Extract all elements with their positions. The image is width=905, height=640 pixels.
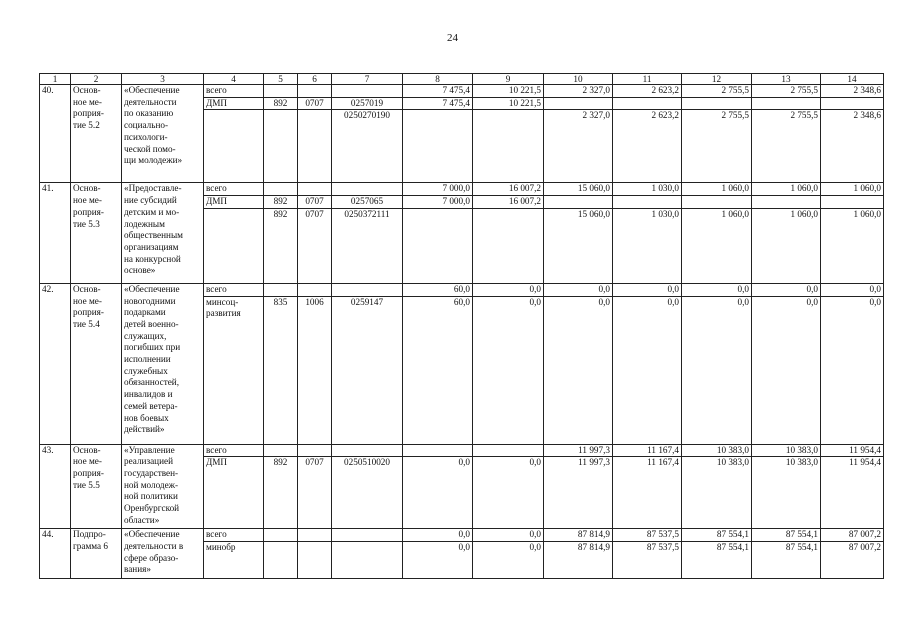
row-number: 41.	[40, 183, 71, 283]
cell-grbs	[264, 283, 298, 296]
cell-csr	[332, 444, 403, 457]
cell-c12: 1 060,0	[682, 183, 752, 196]
column-number: 12	[682, 74, 752, 85]
cell-csr: 0257065	[332, 196, 403, 209]
cell-c9: 16 007,2	[473, 196, 544, 209]
column-number: 14	[821, 74, 884, 85]
program-name: «Обеспечение новогодними подарками детей военно- служащих, погибших при исполнении служебных обязанностей, инвалидов и семей ветера- нов боевых действий»	[122, 283, 204, 444]
column-number-row	[40, 74, 884, 85]
cell-grbs	[264, 529, 298, 542]
cell-rz	[298, 183, 332, 196]
cell-c9: 0,0	[473, 457, 544, 529]
cell-grbs	[264, 183, 298, 196]
cell-who: минобр	[204, 541, 264, 578]
cell-who: всего	[204, 85, 264, 98]
cell-csr: 0257019	[332, 97, 403, 110]
cell-c12: 2 755,5	[682, 110, 752, 183]
cell-who: всего	[204, 444, 264, 457]
cell-c9	[473, 110, 544, 183]
cell-c12: 0,0	[682, 283, 752, 296]
cell-c10	[544, 196, 613, 209]
column-number: 2	[71, 74, 122, 85]
column-number: 7	[332, 74, 403, 85]
program-name: «Обеспечение деятельности по оказанию социально- психологи- ческой помо- щи молодежи»	[122, 85, 204, 183]
program-type: Подпро- грамма 6	[71, 529, 122, 579]
cell-c11: 87 537,5	[613, 529, 682, 542]
table-row	[40, 444, 884, 457]
cell-c13: 2 755,5	[752, 85, 821, 98]
cell-c9: 0,0	[473, 529, 544, 542]
budget-table	[39, 73, 884, 579]
cell-c11: 1 030,0	[613, 208, 682, 283]
column-number: 5	[264, 74, 298, 85]
cell-c8: 60,0	[403, 296, 473, 444]
cell-c13	[752, 97, 821, 110]
cell-c9: 10 221,5	[473, 85, 544, 98]
cell-c9	[473, 444, 544, 457]
cell-c10: 0,0	[544, 296, 613, 444]
cell-c14: 2 348,6	[821, 85, 884, 98]
cell-c9: 16 007,2	[473, 183, 544, 196]
cell-who: ДМП	[204, 457, 264, 529]
cell-rz	[298, 529, 332, 542]
cell-rz	[298, 283, 332, 296]
cell-rz	[298, 541, 332, 578]
column-number: 6	[298, 74, 332, 85]
column-number: 4	[204, 74, 264, 85]
cell-c13: 1 060,0	[752, 208, 821, 283]
cell-c8: 60,0	[403, 283, 473, 296]
cell-c14	[821, 97, 884, 110]
column-number: 1	[40, 74, 71, 85]
cell-c11: 87 537,5	[613, 541, 682, 578]
cell-c8: 7 475,4	[403, 85, 473, 98]
column-number: 10	[544, 74, 613, 85]
cell-c14	[821, 196, 884, 209]
cell-c10: 11 997,3	[544, 457, 613, 529]
row-number: 43.	[40, 444, 71, 529]
cell-c13: 10 383,0	[752, 457, 821, 529]
cell-c11: 1 030,0	[613, 183, 682, 196]
cell-rz: 0707	[298, 208, 332, 283]
cell-c11: 11 167,4	[613, 457, 682, 529]
cell-c13: 10 383,0	[752, 444, 821, 457]
cell-c10: 11 997,3	[544, 444, 613, 457]
cell-grbs	[264, 541, 298, 578]
page-number: 24	[447, 32, 458, 44]
cell-csr	[332, 529, 403, 542]
cell-c10: 0,0	[544, 283, 613, 296]
cell-c10: 15 060,0	[544, 208, 613, 283]
cell-c11: 11 167,4	[613, 444, 682, 457]
cell-grbs	[264, 110, 298, 183]
table-body	[40, 74, 884, 579]
cell-c8: 7 000,0	[403, 196, 473, 209]
cell-c12	[682, 97, 752, 110]
cell-c11: 0,0	[613, 283, 682, 296]
cell-who: всего	[204, 529, 264, 542]
cell-c14: 11 954,4	[821, 444, 884, 457]
cell-c10: 87 814,9	[544, 529, 613, 542]
program-name: «Предоставле- ние субсидий детским и мо- лодежным общественным организациям на конкурсной основе»	[122, 183, 204, 283]
cell-rz: 0707	[298, 97, 332, 110]
cell-who: всего	[204, 183, 264, 196]
cell-c9: 0,0	[473, 283, 544, 296]
cell-who	[204, 110, 264, 183]
table-row	[40, 529, 884, 542]
cell-c9: 0,0	[473, 296, 544, 444]
cell-c8	[403, 444, 473, 457]
cell-c8	[403, 110, 473, 183]
cell-csr	[332, 283, 403, 296]
cell-c13: 2 755,5	[752, 110, 821, 183]
cell-csr: 0259147	[332, 296, 403, 444]
cell-csr	[332, 85, 403, 98]
row-number: 44.	[40, 529, 71, 579]
cell-who: всего	[204, 283, 264, 296]
column-number: 13	[752, 74, 821, 85]
cell-c14: 1 060,0	[821, 183, 884, 196]
cell-c12	[682, 196, 752, 209]
cell-c11: 2 623,2	[613, 85, 682, 98]
cell-csr: 0250510020	[332, 457, 403, 529]
cell-csr: 0250372111	[332, 208, 403, 283]
program-type: Основ- ное ме- роприя- тие 5.4	[71, 283, 122, 444]
cell-csr	[332, 183, 403, 196]
cell-c13	[752, 196, 821, 209]
column-number: 9	[473, 74, 544, 85]
cell-c11	[613, 196, 682, 209]
cell-c12: 1 060,0	[682, 208, 752, 283]
cell-rz	[298, 110, 332, 183]
cell-c9: 10 221,5	[473, 97, 544, 110]
program-name: «Обеспечение деятельности в сфере образо- вания»	[122, 529, 204, 579]
cell-c10: 2 327,0	[544, 85, 613, 98]
cell-c12: 10 383,0	[682, 444, 752, 457]
column-number: 11	[613, 74, 682, 85]
program-type: Основ- ное ме- роприя- тие 5.5	[71, 444, 122, 529]
cell-c9	[473, 208, 544, 283]
cell-c11: 2 623,2	[613, 110, 682, 183]
table-row	[40, 85, 884, 98]
cell-grbs	[264, 85, 298, 98]
cell-rz: 1006	[298, 296, 332, 444]
cell-c13: 1 060,0	[752, 183, 821, 196]
cell-c9: 0,0	[473, 541, 544, 578]
cell-c14: 87 007,2	[821, 541, 884, 578]
cell-who	[204, 208, 264, 283]
row-number: 40.	[40, 85, 71, 183]
cell-grbs: 892	[264, 97, 298, 110]
row-number: 42.	[40, 283, 71, 444]
cell-grbs: 892	[264, 208, 298, 283]
cell-c14: 87 007,2	[821, 529, 884, 542]
cell-c10: 2 327,0	[544, 110, 613, 183]
cell-csr: 0250270190	[332, 110, 403, 183]
cell-c8: 7 000,0	[403, 183, 473, 196]
cell-who: ДМП	[204, 97, 264, 110]
cell-c12: 87 554,1	[682, 541, 752, 578]
cell-c14: 2 348,6	[821, 110, 884, 183]
cell-c8: 7 475,4	[403, 97, 473, 110]
cell-c10: 87 814,9	[544, 541, 613, 578]
cell-c8: 0,0	[403, 541, 473, 578]
cell-c10: 15 060,0	[544, 183, 613, 196]
cell-c11: 0,0	[613, 296, 682, 444]
cell-c11	[613, 97, 682, 110]
cell-rz: 0707	[298, 196, 332, 209]
cell-c8: 0,0	[403, 457, 473, 529]
cell-c14: 1 060,0	[821, 208, 884, 283]
cell-grbs: 892	[264, 196, 298, 209]
column-number: 8	[403, 74, 473, 85]
cell-rz	[298, 85, 332, 98]
cell-c13: 0,0	[752, 283, 821, 296]
cell-c13: 0,0	[752, 296, 821, 444]
cell-c13: 87 554,1	[752, 529, 821, 542]
table-row	[40, 183, 884, 196]
cell-who: ДМП	[204, 196, 264, 209]
program-type: Основ- ное ме- роприя- тие 5.2	[71, 85, 122, 183]
cell-who: минсоц- развития	[204, 296, 264, 444]
cell-c14: 0,0	[821, 296, 884, 444]
column-number: 3	[122, 74, 204, 85]
cell-c13: 87 554,1	[752, 541, 821, 578]
cell-c8: 0,0	[403, 529, 473, 542]
cell-grbs	[264, 444, 298, 457]
cell-rz: 0707	[298, 457, 332, 529]
cell-grbs: 892	[264, 457, 298, 529]
cell-c12: 87 554,1	[682, 529, 752, 542]
cell-rz	[298, 444, 332, 457]
cell-grbs: 835	[264, 296, 298, 444]
cell-c8	[403, 208, 473, 283]
program-type: Основ- ное ме- роприя- тие 5.3	[71, 183, 122, 283]
cell-csr	[332, 541, 403, 578]
table-row	[40, 283, 884, 296]
cell-c12: 2 755,5	[682, 85, 752, 98]
cell-c14: 11 954,4	[821, 457, 884, 529]
cell-c12: 10 383,0	[682, 457, 752, 529]
cell-c14: 0,0	[821, 283, 884, 296]
cell-c12: 0,0	[682, 296, 752, 444]
cell-c10	[544, 97, 613, 110]
program-name: «Управление реализацией государствен- ной молодеж- ной политики Оренбургской области»	[122, 444, 204, 529]
